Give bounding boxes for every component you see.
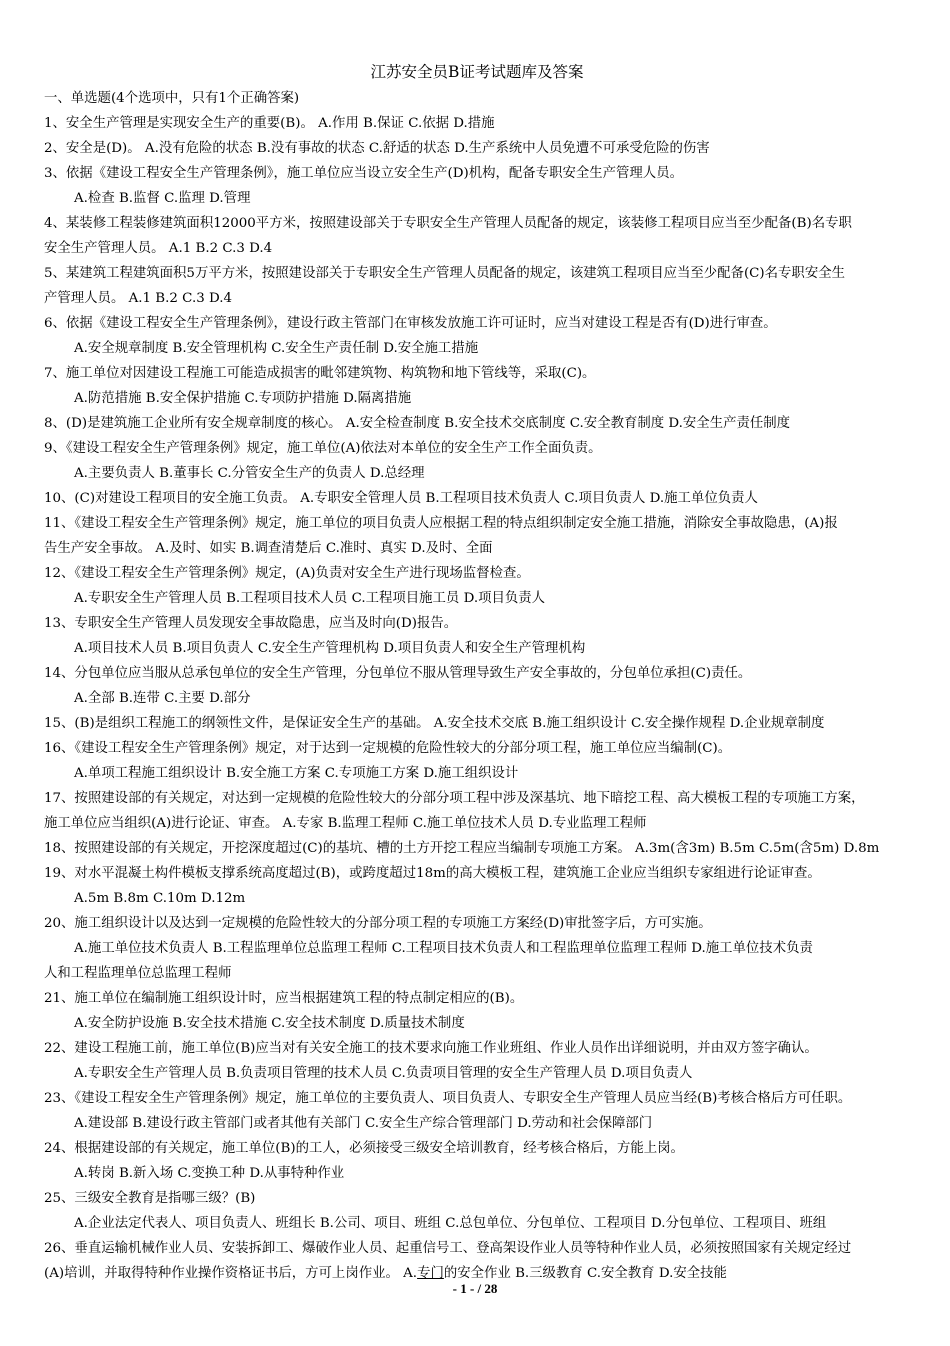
- question-22: 22、建设工程施工前，施工单位(B)应当对有关安全施工的技术要求向施工作业班组、作业人员作出详细说明，并由双方签字确认。: [44, 1041, 818, 1056]
- question-16-options: A.单项工程施工组织设计 B.安全施工方案 C.专项施工方案 D.施工组织设计: [74, 766, 519, 781]
- question-24-options: A.转岗 B.新入场 C.变换工种 D.从事特种作业: [74, 1166, 345, 1181]
- question-21-options: A.安全防护设施 B.安全技术措施 C.安全技术制度 D.质量技术制度: [74, 1016, 465, 1031]
- question-20: 20、施工组织设计以及达到一定规模的危险性较大的分部分项工程的专项施工方案经(D)审批签字后，方可实施。: [44, 916, 712, 931]
- question-14: 14、分包单位应当服从总承包单位的安全生产管理，分包单位不服从管理导致生产安全事故的，分包单位承担(C)责任。: [44, 666, 752, 681]
- question-7: 7、施工单位对因建设工程施工可能造成损害的毗邻建筑物、构筑物和地下管线等，采取(C)。: [44, 366, 596, 381]
- question-18: 18、按照建设部的有关规定，开挖深度超过(C)的基坑、槽的土方开挖工程应当编制专项施工方案。 A.3m(含3m) B.5m C.5m(含5m) D.8m: [44, 841, 880, 856]
- question-14-options: A.全部 B.连带 C.主要 D.部分: [74, 691, 251, 706]
- question-25-options: A.企业法定代表人、项目负责人、班组长 B.公司、项目、班组 C.总包单位、分包单位、工程项目 D.分包单位、工程项目、班组: [74, 1216, 827, 1231]
- page-number: - 1 - / 28: [452, 1281, 498, 1296]
- question-6: 6、依据《建设工程安全生产管理条例》，建设行政主管部门在审核发放施工许可证时，应当对建设工程是否有(D)进行审查。: [44, 316, 777, 331]
- question-23-options: A.建设部 B.建设行政主管部门或者其他有关部门 C.安全生产综合管理部门 D.劳动和社会保障部门: [74, 1116, 653, 1131]
- underlined-word: 专门: [417, 1266, 444, 1281]
- question-26: 26、垂直运输机械作业人员、安装拆卸工、爆破作业人员、起重信号工、登高架设作业人员等特种作业人员，必须按照国家有关规定经过: [44, 1241, 852, 1256]
- question-17: 17、按照建设部的有关规定，对达到一定规模的危险性较大的分部分项工程中涉及深基坑、地下暗挖工程、高大模板工程的专项施工方案，: [44, 791, 865, 806]
- question-2: 2、安全是(D)。 A.没有危险的状态 B.没有事故的状态 C.舒适的状态 D.生产系统中人员免遭不可承受危险的伤害: [44, 141, 710, 156]
- question-13-options: A.项目技术人员 B.项目负责人 C.安全生产管理机构 D.项目负责人和安全生产管理机构: [74, 641, 586, 656]
- question-24: 24、根据建设部的有关规定，施工单位(B)的工人，必须接受三级安全培训教育，经考核合格后，方能上岗。: [44, 1141, 684, 1156]
- question-9-options: A.主要负责人 B.董事长 C.分管安全生产的负责人 D.总经理: [74, 466, 425, 481]
- question-19-options: A.5m B.8m C.10m D.12m: [74, 891, 246, 906]
- question-17-cont: 施工单位应当组织(A)进行论证、审查。 A.专家 B.监理工程师 C.施工单位技术人员 D.专业监理工程师: [44, 816, 647, 831]
- question-5-cont: 产管理人员。 A.1 B.2 C.3 D.4: [44, 291, 233, 306]
- question-23: 23、《建设工程安全生产管理条例》规定，施工单位的主要负责人、项目负责人、专职安全生产管理人员应当经(B)考核合格后方可任职。: [44, 1091, 852, 1106]
- question-1: 1、安全生产管理是实现安全生产的重要(B)。 A.作用 B.保证 C.依据 D.措施: [44, 116, 495, 131]
- question-12-options: A.专职安全生产管理人员 B.工程项目技术人员 C.工程项目施工员 D.项目负责人: [74, 591, 546, 606]
- question-12: 12、《建设工程安全生产管理条例》规定，(A)负责对安全生产进行现场监督检查。: [44, 566, 530, 581]
- question-15: 15、(B)是组织工程施工的纲领性文件，是保证安全生产的基础。 A.安全技术交底 B.施工组织设计 C.安全操作规程 D.企业规章制度: [44, 716, 825, 731]
- question-11-cont: 告生产安全事故。 A.及时、如实 B.调查清楚后 C.准时、真实 D.及时、全面: [44, 541, 493, 556]
- question-13: 13、专职安全生产管理人员发现安全事故隐患，应当及时向(D)报告。: [44, 616, 458, 631]
- question-21: 21、施工单位在编制施工组织设计时，应当根据建筑工程的特点制定相应的(B)。: [44, 991, 524, 1006]
- question-4: 4、某装修工程装修建筑面积12000平方米，按照建设部关于专职安全生产管理人员配备的规定，该装修工程项目应当至少配备(B)名专职: [44, 216, 852, 231]
- section-heading: 一、单选题(4个选项中，只有1个正确答案): [44, 91, 300, 106]
- question-20-options-cont: 人和工程监理单位总监理工程师: [44, 966, 232, 981]
- page-title: 江苏安全员B证考试题库及答案: [370, 63, 584, 81]
- question-5: 5、某建筑工程建筑面积5万平方米，按照建设部关于专职安全生产管理人员配备的规定，该建筑工程项目应当至少配备(C)名专职安全生: [44, 266, 845, 281]
- question-26-text: (A)培训，并取得特种作业操作资格证书后，方可上岗作业。 A.: [44, 1266, 418, 1281]
- question-16: 16、《建设工程安全生产管理条例》规定，对于达到一定规模的危险性较大的分部分项工程，施工单位应当编制(C)。: [44, 741, 732, 756]
- question-10: 10、(C)对建设工程项目的安全施工负责。 A.专职安全管理人员 B.工程项目技术负责人 C.项目负责人 D.施工单位负责人: [44, 491, 758, 506]
- question-22-options: A.专职安全生产管理人员 B.负责项目管理的技术人员 C.负责项目管理的安全生产管理人员 D.项目负责人: [74, 1066, 693, 1081]
- document-page: [44, 60, 910, 1286]
- question-7-options: A.防范措施 B.安全保护措施 C.专项防护措施 D.隔离措施: [74, 391, 412, 406]
- question-3-options: A.检查 B.监督 C.监理 D.管理: [74, 191, 251, 206]
- question-4-cont: 安全生产管理人员。 A.1 B.2 C.3 D.4: [44, 241, 273, 256]
- question-20-options: A.施工单位技术负责人 B.工程监理单位总监理工程师 C.工程项目技术负责人和工程监理单位监理工程师 D.施工单位技术负责: [74, 941, 813, 956]
- question-25: 25、三级安全教育是指哪三级？(B): [44, 1191, 256, 1206]
- question-9: 9、《建设工程安全生产管理条例》规定，施工单位(A)依法对本单位的安全生产工作全面负责。: [44, 441, 602, 456]
- question-8: 8、(D)是建筑施工企业所有安全规章制度的核心。 A.安全检查制度 B.安全技术交底制度 C.安全教育制度 D.安全生产责任制度: [44, 416, 791, 431]
- question-19: 19、对水平混凝土构件模板支撑系统高度超过(B)，或跨度超过18m的高大模板工程，建筑施工企业应当组织专家组进行论证审查。: [44, 866, 821, 881]
- question-3: 3、依据《建设工程安全生产管理条例》，施工单位应当设立安全生产(D)机构，配备专职安全生产管理人员。: [44, 166, 683, 181]
- question-6-options: A.安全规章制度 B.安全管理机构 C.安全生产责任制 D.安全施工措施: [74, 341, 479, 356]
- question-26-options-tail: 的安全作业 B.三级教育 C.安全教育 D.安全技能: [443, 1266, 727, 1281]
- question-11: 11、《建设工程安全生产管理条例》规定，施工单位的项目负责人应根据工程的特点组织制定安全施工措施，消除安全事故隐患，(A)报: [44, 516, 838, 531]
